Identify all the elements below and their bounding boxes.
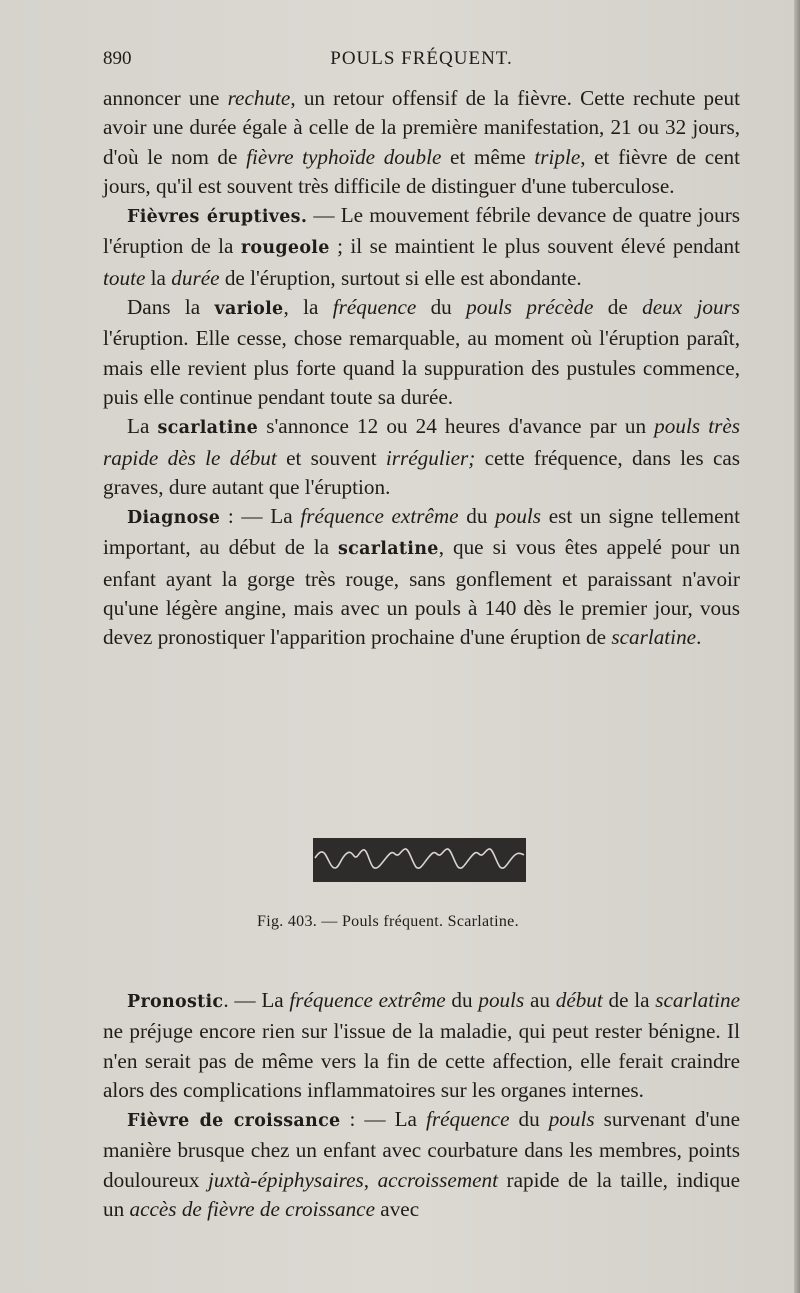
paragraph-rechute: annoncer une rechute, un retour offensif de la fièvre. Cette rechute peut avoir une durée égale à celle de la première manifestation, 21 ou 32 jours, d'où le nom de fièvre typhoïde double et même triple, et fièvre de cent jours, qu'il est souvent très difficile de distinguer d'une tuberculose. — [103, 86, 741, 198]
paragraph-fievres-eruptives: Fièvres éruptives. — Le mouvement fébrile devance de quatre jours l'éruption de la rougeole ; il se maintient le plus souvent élevé pendant toute la durée de l'éruption, surtout si elle est abondante. — [103, 203, 741, 290]
section-heading-pronostic: Pronostic — [127, 992, 224, 1012]
paragraph-fievre-de-croissance: Fièvre de croissance : — La fréquence du pouls survenant d'une manière brusque chez un enfant avec courbature dans les membres, points douloureux juxtà-épiphysaires, accroissement rapide de la taille, indique un accès de fièvre de croissance avec — [103, 1107, 741, 1222]
paragraph-variole: Dans la variole, la fréquence du pouls précède de deux jours l'éruption. Elle cesse, chose remarquable, au moment où l'éruption paraît, mais elle revient plus forte quand la suppuration des pustules commence, puis elle continue pendant toute sa durée. — [103, 295, 741, 409]
section-heading-fievre-de-croissance: Fièvre de croissance — [127, 1111, 341, 1132]
figure-caption: Fig. 403. — Pouls fréquent. Scarlatine. — [257, 913, 519, 930]
paragraph-scarlatine: La scarlatine s'annonce 12 ou 24 heures d'avance par un pouls très rapide dès le début et souvent irrégulier; cette fréquence, dans les cas graves, dure autant que l'éruption. — [103, 414, 740, 499]
section-heading-fievres-eruptives: Fièvres éruptives. — [127, 207, 308, 228]
paragraph-pronostic: Pronostic. — La fréquence extrême du pouls au début de la scarlatine ne préjuge encore rien sur l'issue de la maladie, qui peut rester bénigne. Il n'en serait pas de même vers la fin de cette affection, elle ferait craindre alors des complications inflammatoires sur les organes internes. — [103, 988, 741, 1102]
paragraph-diagnose: Diagnose : — La fréquence extrême du pouls est un signe tellement important, au début de la scarlatine, que si vous êtes appelé pour un enfant ayant la gorge très rouge, sans gonflement et paraissant n'avoir qu'une légère angine, mais avec un pouls à 140 dès le premier jour, vous devez pronostiquer l'apparition prochaine d'une éruption de scarlatine. — [103, 504, 741, 650]
body-text-lower — [103, 986, 740, 1224]
running-title: POULS FRÉQUENT. — [330, 48, 513, 69]
pulse-waveform-line — [315, 849, 524, 868]
pulse-trace — [313, 838, 526, 882]
pulse-trace-figure — [313, 838, 526, 882]
page-number: 890 — [103, 48, 132, 69]
body-text-upper — [103, 84, 740, 653]
section-heading-diagnose: Diagnose — [127, 508, 221, 529]
page-header — [103, 48, 740, 78]
